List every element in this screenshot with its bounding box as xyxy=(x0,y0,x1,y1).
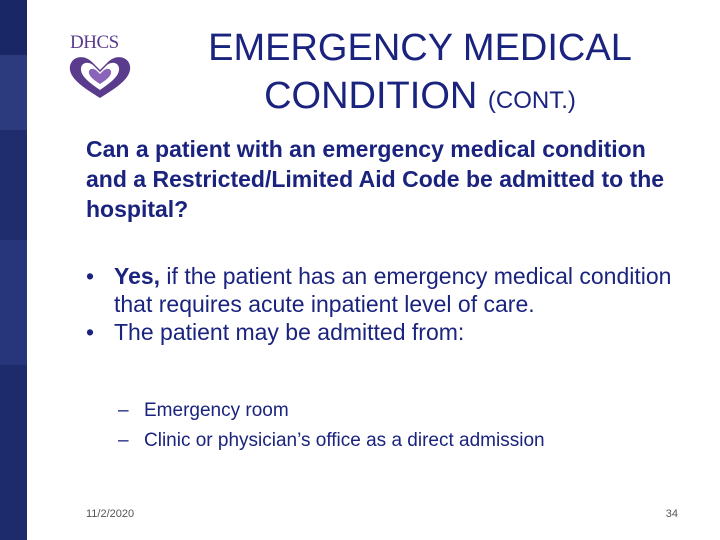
dhcs-logo xyxy=(64,32,136,100)
bullet-list xyxy=(86,262,686,346)
heart-hands-icon xyxy=(64,52,136,100)
accent-segment xyxy=(0,130,27,240)
title-suffix: (CONT.) xyxy=(487,87,576,114)
bullet-item xyxy=(86,318,686,346)
bullet-text: if the patient has an emergency medical condition that requires acute inpatient level of care. xyxy=(114,263,672,317)
title-line-2-main: CONDITION xyxy=(264,75,478,117)
title-line-1: EMERGENCY MEDICAL xyxy=(208,27,632,69)
bullet-marker: • xyxy=(86,319,95,345)
sub-bullet-marker: – xyxy=(118,430,129,451)
sub-bullet-text: Emergency room xyxy=(144,400,289,421)
accent-segment xyxy=(0,55,27,130)
sub-bullet-marker: – xyxy=(118,400,129,421)
sub-bullet-item xyxy=(118,396,698,426)
sub-bullet-text: Clinic or physician’s office as a direct admission xyxy=(144,430,545,451)
bullet-text: The patient may be admitted from: xyxy=(114,319,465,345)
question-heading: Can a patient with an emergency medical condition and a Restricted/Limited Aid Code be admitted to the hospital? xyxy=(86,136,665,222)
sub-bullet-list xyxy=(118,396,698,456)
accent-segment xyxy=(0,0,27,55)
accent-segment xyxy=(0,240,27,365)
left-accent-bar xyxy=(0,0,27,540)
sub-bullet-item xyxy=(118,426,698,456)
bullet-bold-text: Yes, xyxy=(114,263,161,289)
page-number: 34 xyxy=(665,508,678,520)
bullet-marker: • xyxy=(86,263,95,289)
slide-title xyxy=(160,24,680,125)
title-line-2 xyxy=(160,72,680,125)
footer-date: 11/2/2020 xyxy=(86,508,135,520)
accent-segment xyxy=(0,365,27,540)
logo-text: DHCS xyxy=(70,32,119,53)
bullet-item xyxy=(86,262,686,318)
